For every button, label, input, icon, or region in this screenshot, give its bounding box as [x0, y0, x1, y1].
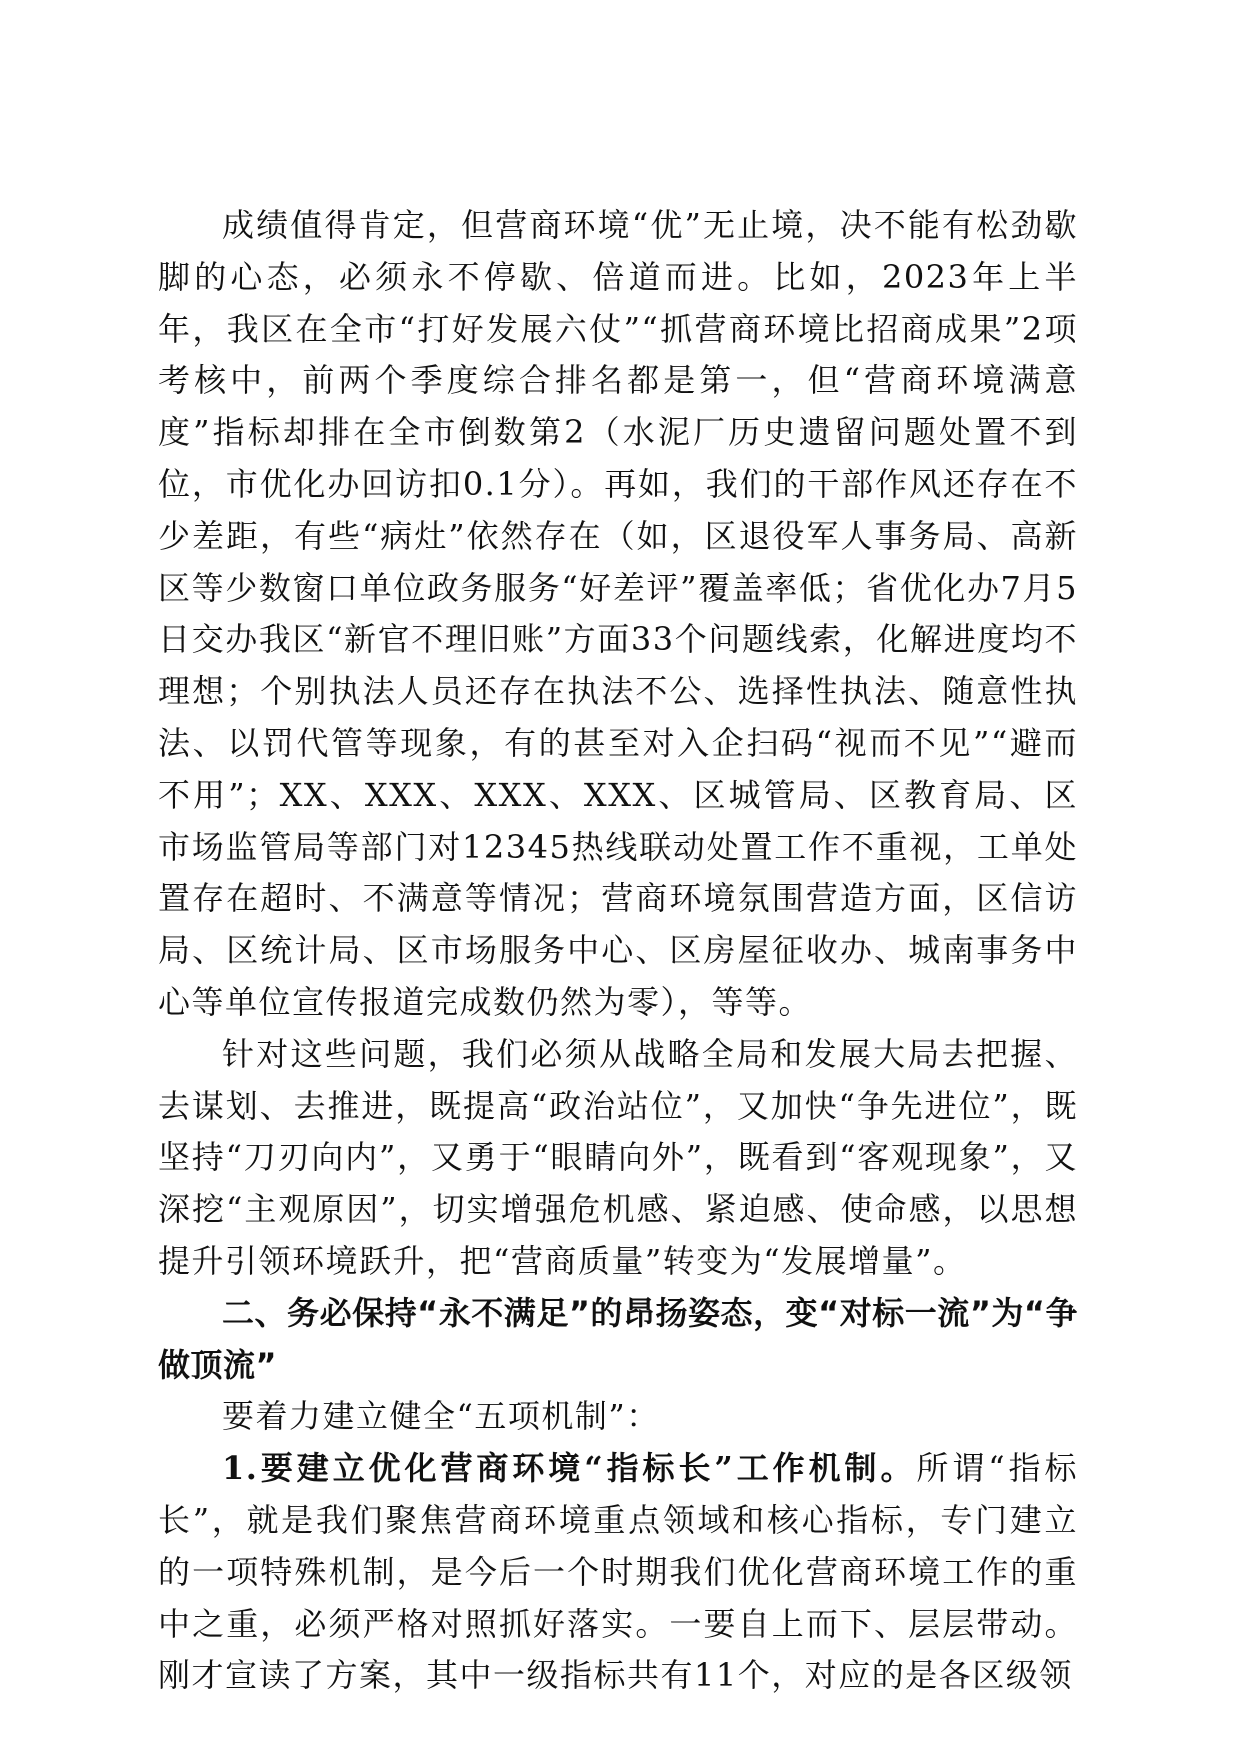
- body-paragraph: 要着力建立健全“五项机制”：: [222, 1397, 660, 1436]
- paragraph-lead-bold: 1.要建立优化营商环境“指标长”工作机制。: [222, 1449, 917, 1488]
- body-paragraph: [158, 1443, 1078, 1702]
- body-paragraph: 针对这些问题，我们必须从战略全局和发展大局去把握、去谋划、去推进，既提高“政治站位”，又加快“争先进位”，既坚持“刀刃向内”，又勇于“眼睛向外”，既看到“客观现象”，又深挖“主观原因”，切实增强危机感、紧迫感、使命感，以思想提升引领环境跃升，把“营商质量”转变为“发展增量”。: [158, 1034, 1078, 1280]
- document-body: [158, 200, 1078, 1702]
- paragraph-body-text: 所谓“指标长”，就是我们聚焦营商环境重点领域和核心指标，专门建立的一项特殊机制，是今后一个时期我们优化营商环境工作的重中之重，必须严格对照抓好落实。一要自上而下、层层带动。刚才宣读了方案，其中一级指标共有11个，对应的是各区级领: [158, 1449, 1078, 1695]
- body-paragraph: 成绩值得肯定，但营商环境“优”无止境，决不能有松劲歇脚的心态，必须永不停歇、倍道而进。比如，2023年上半年，我区在全市“打好发展六仗”“抓营商环境比招商成果”2项考核中，前两个季度综合排名都是第一，但“营商环境满意度”指标却排在全市倒数第2（水泥厂历史遗留问题处置不到位，市优化办回访扣0.1分）。再如，我们的干部作风还存在不少差距，有些“病灶”依然存在（如，区退役军人事务局、高新区等少数窗口单位政务服务“好差评”覆盖率低；省优化办7月5日交办我区“新官不理旧账”方面33个问题线索，化解进度均不理想；个别执法人员还存在执法不公、选择性执法、随意性执法、以罚代管等现象，有的甚至对入企扫码“视而不见”“避而不用”；XX、XXX、XXX、XXX、区城管局、区教育局、区市场监管局等部门对12345热线联动处置工作不重视，工单处置存在超时、不满意等情况；营商环境氛围营造方面，区信访局、区统计局、区市场服务中心、区房屋征收办、城南事务中心等单位宣传报道完成数仍然为零），等等。: [158, 206, 1078, 1021]
- section-heading: 二、务必保持“永不满足”的昂扬姿态，变“对标一流”为“争做顶流”: [158, 1293, 1078, 1384]
